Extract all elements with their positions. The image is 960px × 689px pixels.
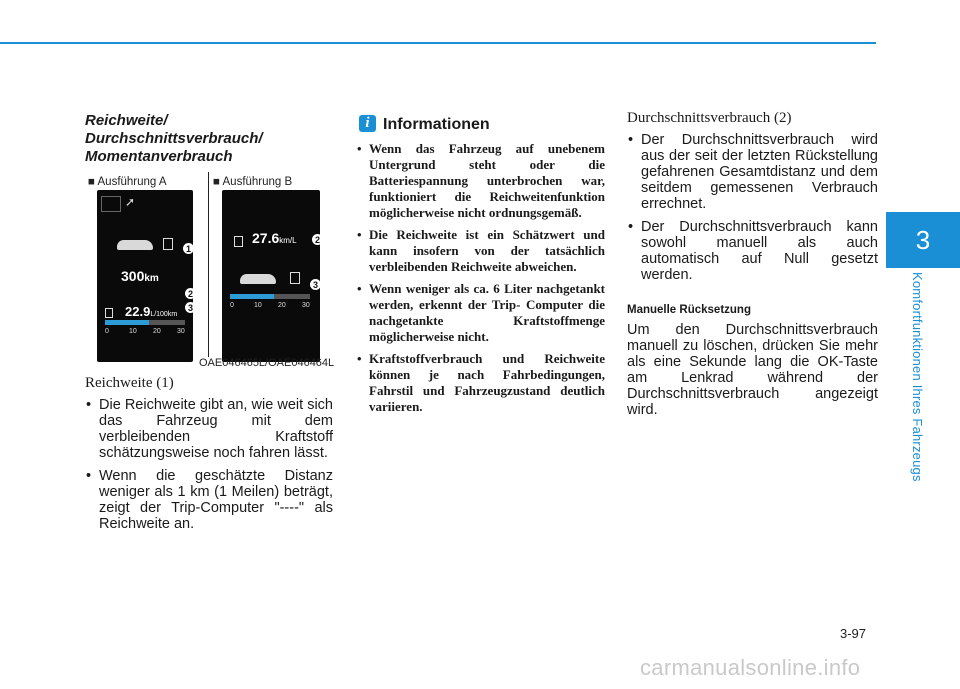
- fuel-pump-icon: [290, 272, 300, 284]
- figure-code: OAE046465L/OAE046464L: [199, 357, 335, 369]
- consumption-readout: [252, 230, 297, 248]
- screen-version-a: [97, 190, 193, 362]
- scale-tick: 20: [153, 328, 161, 335]
- info-heading: Informationen: [383, 116, 490, 133]
- list-item: • Kraftstoffverbrauch und Reichweite können je nach Fahrbedingungen, Fahrstil und Fahrzeugzustand deutlich variieren.: [357, 351, 605, 415]
- scale-tick: 30: [177, 328, 185, 335]
- list-item: • Wenn weniger als ca. 6 Liter nachgetankt werden, erkennt der Trip- Computer die nachgetankte Kraftstoffmenge möglicherweise nicht.: [357, 281, 605, 345]
- road-icon: ➚: [125, 195, 136, 209]
- average-bullets: [627, 132, 878, 290]
- callout-3: 3: [185, 302, 196, 313]
- range-value: 300: [121, 268, 145, 284]
- scale-tick: 20: [278, 302, 286, 309]
- manual-reset-paragraph: Um den Durchschnittsverbrauch manuell zu löschen, drücken Sie mehr als eine Sekunde lang die OK-Taste am Lenkrad während der Durchschnittsverbrauch angezeigt wird.: [627, 322, 878, 418]
- callout-2: 2: [185, 288, 196, 299]
- consumption-value: 22.9: [125, 304, 151, 319]
- callout-3: 3: [310, 279, 321, 290]
- scale-tick: 0: [230, 302, 234, 309]
- car-icon: [117, 240, 153, 250]
- heading-line: Reichweite/: [85, 112, 168, 129]
- screen-version-b: [222, 190, 320, 362]
- top-rule: [0, 42, 876, 44]
- consumption-gauge: [105, 320, 185, 325]
- consumption-gauge: [230, 294, 310, 299]
- figure-divider: [208, 172, 209, 357]
- consumption-gauge-fill: [105, 320, 149, 325]
- consumption-gauge-fill: [230, 294, 274, 299]
- list-item: • Wenn das Fahrzeug auf unebenem Untergrund steht oder die Batteriespannung unterbrochen war, funktioniert die Reichweitenfunktion möglicherweise nicht ordnungsgemäß.: [357, 141, 605, 221]
- section-title-average: Durchschnittsverbrauch (2): [627, 110, 792, 126]
- cluster-figure: [85, 172, 335, 372]
- info-bullets: [357, 141, 605, 421]
- callout-1: 1: [183, 243, 194, 254]
- fuel-pump-icon: [163, 238, 173, 250]
- chapter-title: Komfortfunktionen Ihres Fahrzeugs: [910, 272, 925, 482]
- heading-line: Momentanverbrauch: [85, 148, 233, 165]
- watermark: carmanualsonline.info: [640, 655, 861, 680]
- list-item: • Wenn die geschätzte Distanz weniger als 1 km (1 Meilen) beträgt, zeigt der Trip-Computer "----" als Reichweite an.: [85, 468, 333, 532]
- list-item: • Der Durchschnittsverbrauch kann sowohl manuell als auch automatisch auf Null gesetzt werden.: [627, 219, 878, 283]
- car-icon: [240, 274, 276, 284]
- scale-tick: 10: [129, 328, 137, 335]
- col1-heading: [85, 112, 335, 166]
- range-readout: [121, 268, 159, 286]
- info-icon: i: [359, 115, 376, 132]
- scale-tick: 30: [302, 302, 310, 309]
- consumption-readout: [125, 303, 177, 321]
- section-title-range: Reichweite (1): [85, 375, 174, 391]
- drive-mode-icon: [101, 196, 121, 212]
- scale-tick: 0: [105, 328, 109, 335]
- subheading-manual-reset: Manuelle Rücksetzung: [627, 304, 751, 316]
- range-bullets: [85, 397, 333, 539]
- consumption-unit: km/L: [279, 236, 297, 245]
- heading-line: Durchschnittsverbrauch/: [85, 130, 263, 147]
- consumption-value: 27.6: [252, 230, 280, 246]
- page-number: 3-97: [840, 626, 867, 641]
- list-item: • Die Reichweite ist ein Schätzwert und kann insofern von der tatsächlich verbleibenden Reichweite abweichen.: [357, 227, 605, 275]
- fuel-icon: [105, 308, 113, 318]
- callout-2: 2: [312, 234, 323, 245]
- consumption-unit: L/100km: [150, 311, 178, 318]
- scale-tick: 10: [254, 302, 262, 309]
- side-title: [910, 272, 934, 512]
- label-version-b: ■ Ausführung B: [213, 176, 293, 188]
- range-unit: km: [144, 273, 159, 284]
- label-version-a: ■ Ausführung A: [88, 176, 167, 188]
- chapter-tab: [886, 212, 960, 268]
- list-item: • Die Reichweite gibt an, wie weit sich das Fahrzeug mit dem verbleibenden Kraftstoff schätzungsweise noch fahren lässt.: [85, 397, 333, 461]
- chapter-number: 3: [915, 224, 931, 255]
- list-item: • Der Durchschnittsverbrauch wird aus der seit der letzten Rückstellung gefahrenen Gesamtdistanz und dem seitdem gemessenen Verbrauch errechnet.: [627, 132, 878, 212]
- fuel-icon: [234, 236, 243, 247]
